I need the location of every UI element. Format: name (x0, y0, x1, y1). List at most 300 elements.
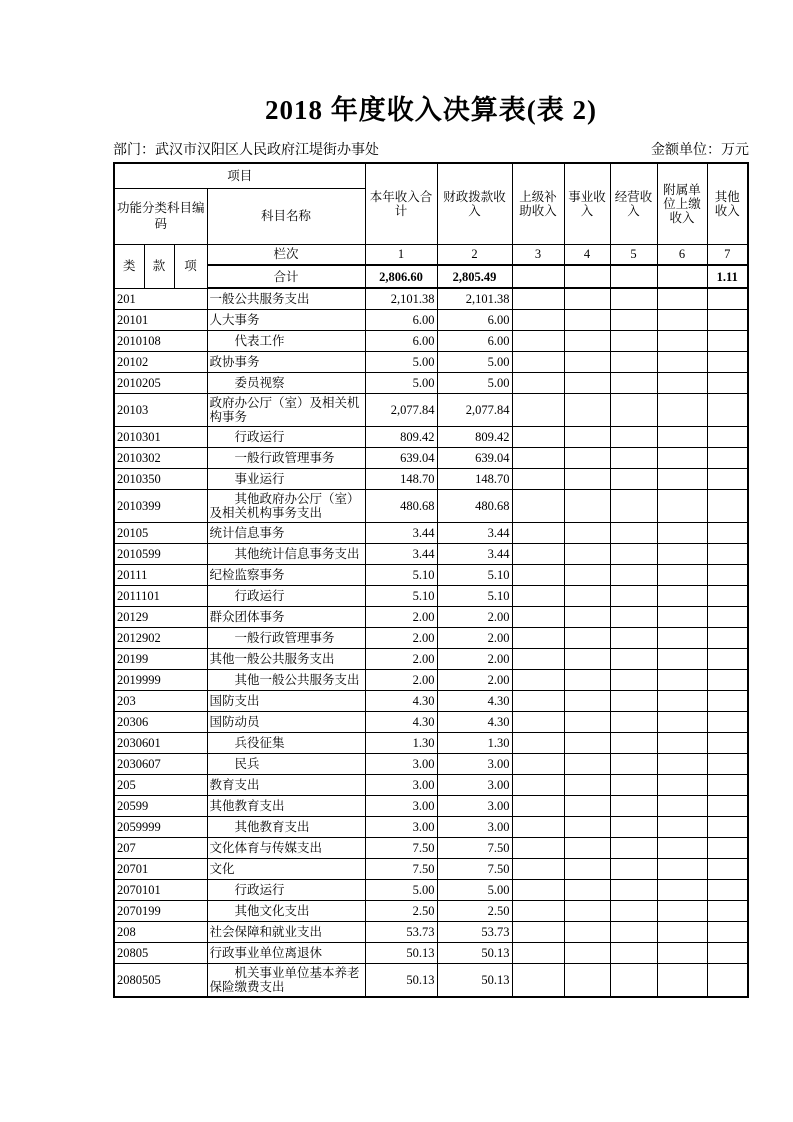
row-subject-name-cell: 统计信息事务 (207, 522, 365, 543)
row-value-operating-income (610, 732, 657, 753)
row-value-fiscal-appropriation: 2.50 (437, 900, 512, 921)
row-value-operating-income (610, 774, 657, 795)
row-value-operating-income (610, 468, 657, 489)
row-code-cell: 2011101 (114, 585, 207, 606)
income-final-accounts-table (113, 162, 749, 998)
row-value-subordinate-remittance (657, 879, 707, 900)
total-row (114, 265, 748, 288)
table-row (114, 669, 748, 690)
row-value-business-income (564, 330, 610, 351)
table-row (114, 627, 748, 648)
row-code-cell: 203 (114, 690, 207, 711)
row-value-fiscal-appropriation: 5.00 (437, 351, 512, 372)
row-value-other-income (707, 963, 748, 997)
row-value-superior-subsidy (512, 309, 564, 330)
row-code-cell: 20805 (114, 942, 207, 963)
row-value-subordinate-remittance (657, 372, 707, 393)
row-value-fiscal-appropriation: 3.44 (437, 522, 512, 543)
row-value-business-income (564, 879, 610, 900)
row-value-business-income (564, 489, 610, 522)
row-value-subordinate-remittance (657, 837, 707, 858)
row-value-operating-income (610, 351, 657, 372)
row-value-other-income (707, 921, 748, 942)
row-code-cell: 201 (114, 288, 207, 309)
row-value-operating-income (610, 393, 657, 426)
row-value-other-income (707, 585, 748, 606)
row-code-cell: 20599 (114, 795, 207, 816)
row-subject-name-cell: 一般公共服务支出 (207, 288, 365, 309)
project-header-cell: 项目 (114, 163, 365, 188)
table-row (114, 732, 748, 753)
row-subject-name-cell: 委员视察 (207, 372, 365, 393)
row-value-fiscal-appropriation: 3.44 (437, 543, 512, 564)
row-subject-name-cell: 国防支出 (207, 690, 365, 711)
unit-value: 万元 (721, 143, 749, 158)
document-sheet (113, 0, 749, 998)
row-value-total-income: 5.00 (365, 879, 437, 900)
row-value-business-income (564, 963, 610, 997)
row-value-fiscal-appropriation: 53.73 (437, 921, 512, 942)
row-value-operating-income (610, 942, 657, 963)
row-value-total-income: 50.13 (365, 942, 437, 963)
row-subject-name-cell: 一般行政管理事务 (207, 627, 365, 648)
department-value: 武汉市汉阳区人民政府江堤街办事处 (155, 143, 379, 158)
row-value-superior-subsidy (512, 795, 564, 816)
total-value (512, 265, 564, 288)
col-header-business-income: 事业收入 (564, 163, 610, 244)
row-subject-name-cell: 其他统计信息事务支出 (207, 543, 365, 564)
row-code-cell: 2010301 (114, 426, 207, 447)
row-code-cell: 20129 (114, 606, 207, 627)
row-value-superior-subsidy (512, 426, 564, 447)
page-title: 2018 年度收入决算表(表 2) (265, 95, 597, 125)
row-value-subordinate-remittance (657, 330, 707, 351)
rank-number: 5 (610, 244, 657, 265)
row-value-superior-subsidy (512, 564, 564, 585)
row-value-business-income (564, 753, 610, 774)
row-value-total-income: 3.00 (365, 795, 437, 816)
row-value-superior-subsidy (512, 522, 564, 543)
table-row (114, 288, 748, 309)
row-value-operating-income (610, 816, 657, 837)
row-value-fiscal-appropriation: 2,077.84 (437, 393, 512, 426)
row-subject-name-cell: 群众团体事务 (207, 606, 365, 627)
row-code-cell: 2019999 (114, 669, 207, 690)
row-value-other-income (707, 711, 748, 732)
row-value-fiscal-appropriation: 7.50 (437, 858, 512, 879)
row-value-fiscal-appropriation: 7.50 (437, 837, 512, 858)
row-value-subordinate-remittance (657, 963, 707, 997)
unit-label: 金额单位： (651, 143, 721, 158)
row-subject-name-cell: 民兵 (207, 753, 365, 774)
row-value-business-income (564, 372, 610, 393)
row-value-subordinate-remittance (657, 816, 707, 837)
row-value-operating-income (610, 426, 657, 447)
table-row (114, 393, 748, 426)
row-value-total-income: 2.00 (365, 627, 437, 648)
row-value-superior-subsidy (512, 330, 564, 351)
row-value-total-income: 2.00 (365, 669, 437, 690)
row-subject-name-cell: 教育支出 (207, 774, 365, 795)
table-row (114, 711, 748, 732)
row-value-fiscal-appropriation: 2.00 (437, 627, 512, 648)
row-value-operating-income (610, 837, 657, 858)
table-row (114, 837, 748, 858)
row-value-business-income (564, 426, 610, 447)
subject-name-header-cell: 科目名称 (207, 188, 365, 244)
row-value-fiscal-appropriation: 3.00 (437, 816, 512, 837)
row-value-total-income: 6.00 (365, 309, 437, 330)
row-value-business-income (564, 732, 610, 753)
row-value-other-income (707, 942, 748, 963)
table-row (114, 900, 748, 921)
unit-line (651, 139, 749, 159)
row-value-total-income: 3.00 (365, 816, 437, 837)
row-subject-name-cell: 行政运行 (207, 585, 365, 606)
row-code-cell: 20102 (114, 351, 207, 372)
table-row (114, 774, 748, 795)
row-value-subordinate-remittance (657, 447, 707, 468)
row-value-fiscal-appropriation: 50.13 (437, 963, 512, 997)
row-value-fiscal-appropriation: 2.00 (437, 669, 512, 690)
row-value-total-income: 6.00 (365, 330, 437, 351)
row-value-total-income: 1.30 (365, 732, 437, 753)
row-value-fiscal-appropriation: 5.00 (437, 879, 512, 900)
row-subject-name-cell: 其他一般公共服务支出 (207, 669, 365, 690)
row-value-total-income: 2,077.84 (365, 393, 437, 426)
table-row (114, 753, 748, 774)
row-code-cell: 20306 (114, 711, 207, 732)
row-subject-name-cell: 国防动员 (207, 711, 365, 732)
row-value-other-income (707, 330, 748, 351)
row-value-superior-subsidy (512, 393, 564, 426)
row-value-total-income: 148.70 (365, 468, 437, 489)
row-value-superior-subsidy (512, 648, 564, 669)
row-value-operating-income (610, 489, 657, 522)
rank-number: 1 (365, 244, 437, 265)
row-value-superior-subsidy (512, 585, 564, 606)
row-value-subordinate-remittance (657, 564, 707, 585)
row-value-business-income (564, 711, 610, 732)
row-value-total-income: 3.00 (365, 774, 437, 795)
row-value-subordinate-remittance (657, 468, 707, 489)
row-value-business-income (564, 900, 610, 921)
row-value-subordinate-remittance (657, 426, 707, 447)
rank-number: 2 (437, 244, 512, 265)
row-value-business-income (564, 669, 610, 690)
row-value-total-income: 480.68 (365, 489, 437, 522)
row-value-operating-income (610, 606, 657, 627)
row-value-operating-income (610, 522, 657, 543)
row-value-operating-income (610, 669, 657, 690)
row-value-other-income (707, 627, 748, 648)
row-value-business-income (564, 837, 610, 858)
row-value-subordinate-remittance (657, 690, 707, 711)
row-subject-name-cell: 政府办公厅（室）及相关机构事务 (207, 393, 365, 426)
row-value-operating-income (610, 648, 657, 669)
row-value-fiscal-appropriation: 6.00 (437, 309, 512, 330)
table-row (114, 606, 748, 627)
rank-number: 3 (512, 244, 564, 265)
row-value-operating-income (610, 879, 657, 900)
row-value-operating-income (610, 330, 657, 351)
table-row (114, 963, 748, 997)
row-value-subordinate-remittance (657, 942, 707, 963)
table-row (114, 372, 748, 393)
row-value-fiscal-appropriation: 4.30 (437, 711, 512, 732)
row-value-fiscal-appropriation: 5.10 (437, 564, 512, 585)
row-value-fiscal-appropriation: 639.04 (437, 447, 512, 468)
row-value-superior-subsidy (512, 669, 564, 690)
row-value-fiscal-appropriation: 5.00 (437, 372, 512, 393)
row-value-other-income (707, 288, 748, 309)
table-row (114, 879, 748, 900)
table-row (114, 795, 748, 816)
row-code-cell: 2059999 (114, 816, 207, 837)
row-value-total-income: 5.10 (365, 585, 437, 606)
row-subject-name-cell: 机关事业单位基本养老保险缴费支出 (207, 963, 365, 997)
row-subject-name-cell: 其他教育支出 (207, 816, 365, 837)
row-value-operating-income (610, 585, 657, 606)
col-header-superior-subsidy: 上级补助收入 (512, 163, 564, 244)
row-value-superior-subsidy (512, 921, 564, 942)
row-value-total-income: 4.30 (365, 711, 437, 732)
row-value-superior-subsidy (512, 606, 564, 627)
total-value: 2,806.60 (365, 265, 437, 288)
rank-number: 7 (707, 244, 748, 265)
row-value-total-income: 2,101.38 (365, 288, 437, 309)
row-value-other-income (707, 564, 748, 585)
row-value-total-income: 809.42 (365, 426, 437, 447)
row-value-business-income (564, 351, 610, 372)
row-value-business-income (564, 921, 610, 942)
table-row (114, 330, 748, 351)
row-value-other-income (707, 426, 748, 447)
total-value (564, 265, 610, 288)
row-value-operating-income (610, 711, 657, 732)
table-row (114, 648, 748, 669)
row-value-total-income: 50.13 (365, 963, 437, 997)
row-value-operating-income (610, 858, 657, 879)
table-row (114, 543, 748, 564)
row-value-subordinate-remittance (657, 795, 707, 816)
row-value-fiscal-appropriation: 3.00 (437, 795, 512, 816)
row-value-business-income (564, 585, 610, 606)
row-value-total-income: 2.00 (365, 648, 437, 669)
row-code-cell: 20111 (114, 564, 207, 585)
row-code-cell: 2070101 (114, 879, 207, 900)
row-value-subordinate-remittance (657, 921, 707, 942)
meta-row (113, 139, 749, 159)
code-group-header-cell: 功能分类科目编码 (114, 188, 207, 244)
row-subject-name-cell: 行政运行 (207, 426, 365, 447)
row-value-superior-subsidy (512, 900, 564, 921)
row-value-superior-subsidy (512, 753, 564, 774)
row-value-business-income (564, 309, 610, 330)
col-header-total-income: 本年收入合计 (365, 163, 437, 244)
row-subject-name-cell: 其他文化支出 (207, 900, 365, 921)
row-value-subordinate-remittance (657, 585, 707, 606)
row-code-cell: 2080505 (114, 963, 207, 997)
table-row (114, 489, 748, 522)
row-value-superior-subsidy (512, 543, 564, 564)
row-value-total-income: 2.50 (365, 900, 437, 921)
row-value-other-income (707, 732, 748, 753)
row-value-operating-income (610, 543, 657, 564)
row-value-business-income (564, 774, 610, 795)
row-value-superior-subsidy (512, 963, 564, 997)
row-value-other-income (707, 816, 748, 837)
row-code-cell: 2030601 (114, 732, 207, 753)
department-label: 部门： (113, 143, 155, 158)
col-header-fiscal-appropriation: 财政拨款收入 (437, 163, 512, 244)
row-value-business-income (564, 606, 610, 627)
table-row (114, 468, 748, 489)
row-value-other-income (707, 447, 748, 468)
row-code-cell: 20199 (114, 648, 207, 669)
table-row (114, 351, 748, 372)
row-value-total-income: 3.44 (365, 543, 437, 564)
row-code-cell: 20105 (114, 522, 207, 543)
row-subject-name-cell: 社会保障和就业支出 (207, 921, 365, 942)
row-value-other-income (707, 351, 748, 372)
row-value-superior-subsidy (512, 489, 564, 522)
rank-number: 4 (564, 244, 610, 265)
rank-label-cell: 栏次 (207, 244, 365, 265)
row-code-cell: 205 (114, 774, 207, 795)
row-value-fiscal-appropriation: 6.00 (437, 330, 512, 351)
header-row-rank (114, 244, 748, 265)
col-header-other-income: 其他收入 (707, 163, 748, 244)
row-value-business-income (564, 648, 610, 669)
row-value-fiscal-appropriation: 3.00 (437, 774, 512, 795)
row-subject-name-cell: 事业运行 (207, 468, 365, 489)
row-value-superior-subsidy (512, 879, 564, 900)
row-value-superior-subsidy (512, 468, 564, 489)
rank-number: 6 (657, 244, 707, 265)
row-value-subordinate-remittance (657, 393, 707, 426)
total-value: 2,805.49 (437, 265, 512, 288)
header-row-project (114, 163, 748, 188)
row-value-other-income (707, 774, 748, 795)
row-value-fiscal-appropriation: 3.00 (437, 753, 512, 774)
row-value-business-income (564, 447, 610, 468)
row-value-business-income (564, 564, 610, 585)
table-row (114, 690, 748, 711)
row-value-fiscal-appropriation: 1.30 (437, 732, 512, 753)
table-row (114, 522, 748, 543)
table-row (114, 309, 748, 330)
row-value-total-income: 5.00 (365, 372, 437, 393)
row-value-fiscal-appropriation: 480.68 (437, 489, 512, 522)
row-value-fiscal-appropriation: 2,101.38 (437, 288, 512, 309)
row-value-superior-subsidy (512, 837, 564, 858)
row-code-cell: 20701 (114, 858, 207, 879)
row-value-total-income: 4.30 (365, 690, 437, 711)
row-value-business-income (564, 543, 610, 564)
row-value-operating-income (610, 288, 657, 309)
row-value-operating-income (610, 795, 657, 816)
row-value-other-income (707, 648, 748, 669)
table-body (114, 288, 748, 997)
row-subject-name-cell: 行政事业单位离退休 (207, 942, 365, 963)
row-value-other-income (707, 690, 748, 711)
row-value-other-income (707, 900, 748, 921)
table-row (114, 858, 748, 879)
row-code-cell: 20101 (114, 309, 207, 330)
row-value-total-income: 5.00 (365, 351, 437, 372)
row-subject-name-cell: 文化 (207, 858, 365, 879)
row-value-other-income (707, 837, 748, 858)
row-value-other-income (707, 543, 748, 564)
row-value-total-income: 7.50 (365, 858, 437, 879)
row-subject-name-cell: 兵役征集 (207, 732, 365, 753)
row-value-business-income (564, 627, 610, 648)
row-value-fiscal-appropriation: 809.42 (437, 426, 512, 447)
code-col-subitem: 项 (174, 244, 207, 288)
row-value-superior-subsidy (512, 447, 564, 468)
row-subject-name-cell: 其他政府办公厅（室）及相关机构事务支出 (207, 489, 365, 522)
row-subject-name-cell: 代表工作 (207, 330, 365, 351)
total-value (610, 265, 657, 288)
row-value-operating-income (610, 627, 657, 648)
row-value-other-income (707, 879, 748, 900)
row-value-fiscal-appropriation: 148.70 (437, 468, 512, 489)
row-value-operating-income (610, 372, 657, 393)
row-subject-name-cell: 一般行政管理事务 (207, 447, 365, 468)
row-value-business-income (564, 468, 610, 489)
row-value-fiscal-appropriation: 4.30 (437, 690, 512, 711)
row-subject-name-cell: 人大事务 (207, 309, 365, 330)
row-value-operating-income (610, 690, 657, 711)
code-col-category: 类 (114, 244, 144, 288)
row-subject-name-cell: 其他教育支出 (207, 795, 365, 816)
row-value-business-income (564, 816, 610, 837)
row-code-cell: 2010302 (114, 447, 207, 468)
row-value-business-income (564, 690, 610, 711)
row-value-fiscal-appropriation: 5.10 (437, 585, 512, 606)
row-value-business-income (564, 393, 610, 426)
row-value-subordinate-remittance (657, 648, 707, 669)
row-value-operating-income (610, 564, 657, 585)
row-value-total-income: 3.00 (365, 753, 437, 774)
row-subject-name-cell: 纪检监察事务 (207, 564, 365, 585)
row-value-superior-subsidy (512, 372, 564, 393)
row-value-other-income (707, 522, 748, 543)
row-value-other-income (707, 372, 748, 393)
row-value-subordinate-remittance (657, 774, 707, 795)
row-value-other-income (707, 489, 748, 522)
row-value-superior-subsidy (512, 351, 564, 372)
row-value-other-income (707, 753, 748, 774)
code-col-item: 款 (144, 244, 174, 288)
col-header-operating-income: 经营收入 (610, 163, 657, 244)
row-value-subordinate-remittance (657, 351, 707, 372)
row-value-other-income (707, 606, 748, 627)
row-subject-name-cell: 行政运行 (207, 879, 365, 900)
row-value-total-income: 3.44 (365, 522, 437, 543)
row-code-cell: 2030607 (114, 753, 207, 774)
department-line (113, 139, 379, 159)
row-value-subordinate-remittance (657, 543, 707, 564)
row-subject-name-cell: 文化体育与传媒支出 (207, 837, 365, 858)
row-value-operating-income (610, 309, 657, 330)
row-value-superior-subsidy (512, 816, 564, 837)
row-value-business-income (564, 288, 610, 309)
row-value-subordinate-remittance (657, 753, 707, 774)
row-subject-name-cell: 其他一般公共服务支出 (207, 648, 365, 669)
row-value-operating-income (610, 900, 657, 921)
